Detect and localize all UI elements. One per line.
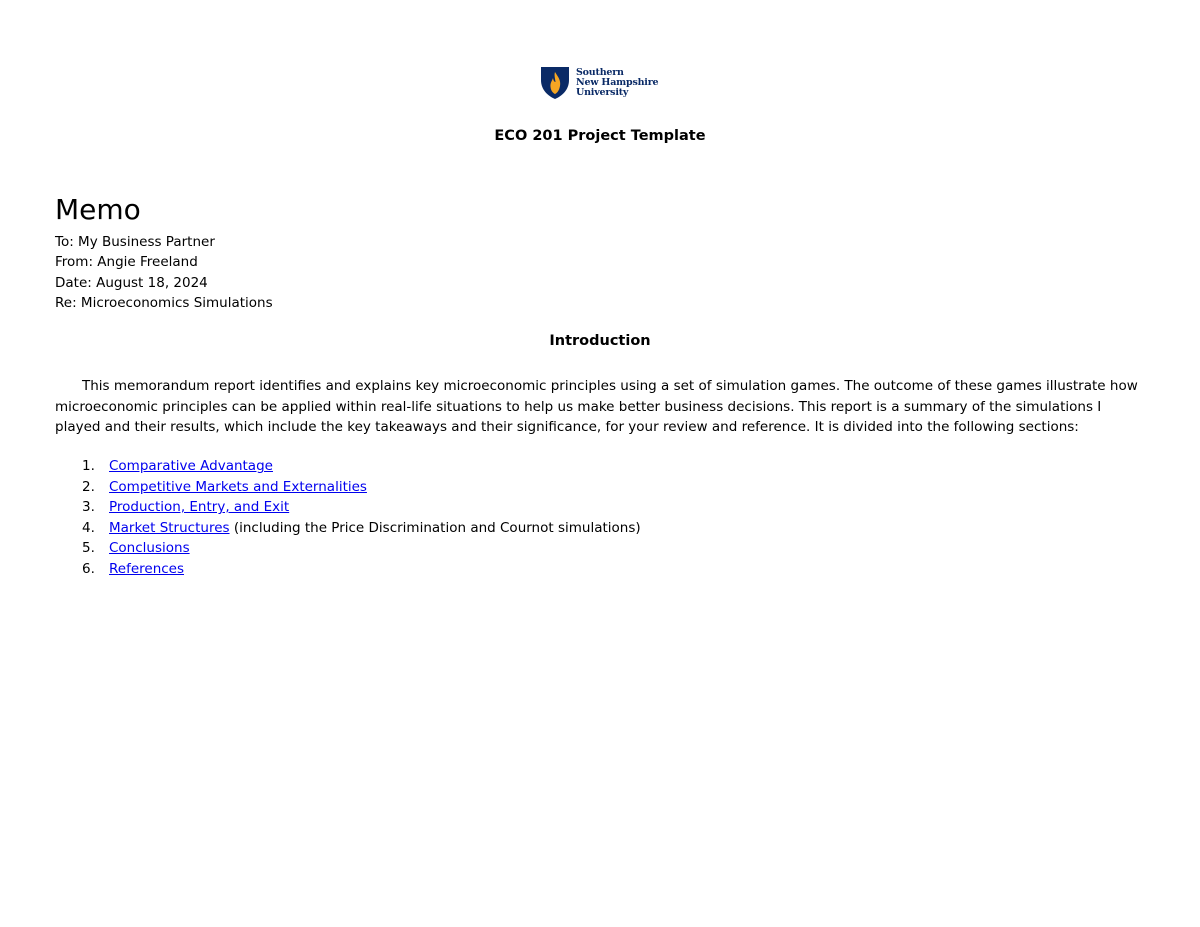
logo-line-2: New Hampshire — [576, 77, 659, 88]
list-item — [55, 518, 641, 539]
section-link-comparative-advantage[interactable]: Comparative Advantage — [109, 458, 273, 474]
section-list — [55, 456, 641, 579]
list-item — [55, 477, 641, 498]
section-link-references[interactable]: References — [109, 560, 185, 577]
document-title: ECO 201 Project Template — [494, 128, 706, 144]
memo-header-block — [55, 232, 273, 313]
list-item — [55, 538, 641, 559]
memo-from: From: Angie Freeland — [55, 254, 198, 271]
introduction-paragraph: This memorandum report identifies and explains key microeconomic principles using a set of simulation games. The outcome of these games illustrate how microeconomic principles can be applied within real-life situations to help us make better business decisions. This report is a summary of the simulations I played and their results, which include the key takeaways and their significance, for your review and reference. It is divided into the following sections: — [55, 378, 1138, 435]
university-logo — [540, 66, 658, 100]
section-link-production-entry-exit[interactable]: Production, Entry, and Exit — [109, 499, 290, 515]
introduction-heading: Introduction — [549, 333, 651, 349]
section-link-conclusions[interactable]: Conclusions — [109, 540, 190, 556]
memo-date: Date: August 18, 2024 — [55, 274, 208, 291]
list-number: 2. — [82, 478, 95, 495]
list-item — [55, 559, 641, 580]
memo-to: To: My Business Partner — [55, 234, 215, 250]
list-suffix: (including the Price Discrimination and Cournot simulations) — [229, 519, 641, 536]
list-number: 6. — [82, 560, 95, 577]
memo-re: Re: Microeconomics Simulations — [55, 294, 273, 311]
list-item — [55, 497, 641, 518]
section-link-market-structures[interactable]: Market Structures — [109, 519, 230, 536]
list-number: 1. — [82, 458, 95, 474]
university-name — [576, 68, 658, 98]
list-number: 5. — [82, 540, 95, 556]
memo-heading: Memo — [55, 193, 141, 226]
logo-line-3: University — [576, 87, 629, 98]
list-number: 3. — [82, 499, 95, 515]
section-link-competitive-markets[interactable]: Competitive Markets and Externalities — [109, 478, 367, 495]
list-number: 4. — [82, 519, 95, 536]
logo-line-1: Southern — [576, 67, 624, 78]
shield-flame-icon — [540, 66, 570, 100]
list-item — [55, 456, 641, 477]
